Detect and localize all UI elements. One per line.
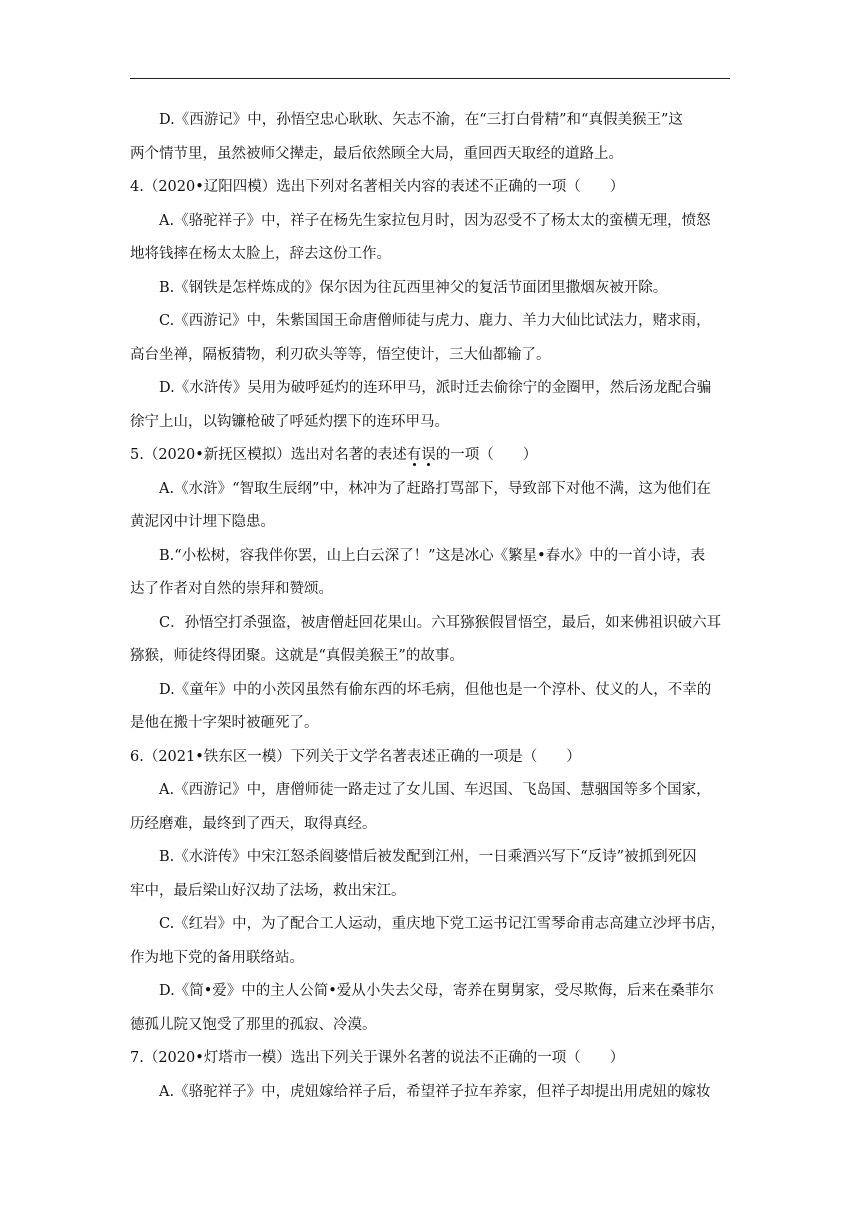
- option-continuation: 徐宁上山，以钩镰枪破了呼延灼摆下的连环甲马。: [130, 413, 449, 430]
- answer-option: A.《骆驼祥子》中，虎妞嫁给祥子后，希望祥子拉车养家，但祥子却提出用虎妞的嫁妆: [159, 1083, 711, 1100]
- answer-option: C．孙悟空打杀强盗，被唐僧赶回花果山。六耳猕猴假冒悟空，最后，如来佛祖识破六耳: [159, 614, 722, 631]
- option-continuation: 两个情节里，虽然被师父撵走，最后依然顾全大局，重回西天取经的道路上。: [130, 145, 623, 162]
- answer-option: A.《西游记》中，唐僧师徒一路走过了女儿国、车迟国、飞岛国、慧骃国等多个国家，: [159, 782, 711, 798]
- question-stem: 4.（2020•辽阳四模）选出下列对名著相关内容的表述不正确的一项（ ）: [130, 179, 625, 195]
- answer-option: C.《西游记》中，朱紫国国王命唐僧师徒与虎力、鹿力、羊力大仙比试法力，赌求雨，: [159, 313, 711, 329]
- option-continuation: 猕猴，师徒终得团聚。这就是“真假美猴王”的故事。: [130, 648, 464, 664]
- option-continuation: 达了作者对自然的崇拜和赞颂。: [130, 581, 333, 597]
- question-text: 5.（2020•新抚区模拟）选出对名著的表述: [130, 447, 407, 463]
- option-continuation: 地将钱摔在杨太太脸上，辞去这份工作。: [130, 246, 391, 262]
- option-continuation: 德孤儿院又饱受了那里的孤寂、冷漠。: [130, 1016, 377, 1033]
- question-text: 的一项（ ）: [435, 447, 538, 463]
- answer-option: A.《骆驼祥子》中，祥子在杨先生家拉包月时，因为忍受不了杨太太的蛮横无理，愤怒: [159, 212, 711, 229]
- answer-option: B.“小松树，容我伴你罢，山上白云深了！”这是冰心《繁星•春水》中的一首小诗，表: [159, 547, 706, 564]
- option-continuation: 是他在搬十字架时被砸死了。: [130, 715, 319, 731]
- question-stem: 7.（2020•灯塔市一模）选出下列关于课外名著的说法不正确的一项（ ）: [130, 1050, 625, 1066]
- header-rule: [130, 78, 730, 79]
- option-continuation: 历经磨难，最终到了西天，取得真经。: [130, 815, 377, 832]
- answer-option: A.《水浒》“智取生辰纲”中，林冲为了赶路打骂部下，导致部下对他不满，这为他们在: [159, 480, 711, 497]
- answer-option: D.《水浒传》吴用为破呼延灼的连环甲马，派时迁去偷徐宁的金圈甲，然后汤龙配合骗: [159, 380, 712, 396]
- question-stem: 6.（2021•铁东区一模）下列关于文学名著表述正确的一项是（ ）: [130, 748, 581, 765]
- emphasis-dotted-text: 有误: [406, 447, 436, 463]
- answer-option: D.《简•爱》中的主人公简•爱从小失去父母，寄养在舅舅家，受尽欺侮，后来在桑菲尔: [159, 983, 714, 999]
- option-continuation: 高台坐禅，隔板猜物，利刃砍头等等，悟空使计，三大仙都输了。: [130, 346, 551, 363]
- answer-option: B.《钢铁是怎样炼成的》保尔因为往瓦西里神父的复活节面团里撒烟灰被开除。: [159, 279, 668, 296]
- answer-option: C.《红岩》中，为了配合工人运动，重庆地下党工运书记江雪琴命甫志高建立沙坪书店，: [159, 916, 726, 932]
- document-body: [130, 104, 730, 1109]
- option-continuation: 牢中，最后梁山好汉劫了法场，救出宋江。: [130, 882, 406, 899]
- answer-option: B.《水浒传》中宋江怒杀阎婆惜后被发配到江州，一日乘酒兴写下“反诗”被抓到死囚: [159, 849, 697, 865]
- answer-option: D.《童年》中的小茨冈虽然有偷东西的坏毛病，但他也是一个淳朴、仗义的人，不幸的: [159, 681, 712, 698]
- answer-option: D.《西游记》中，孙悟空忠心耿耿、矢志不渝，在“三打白骨精”和“真假美猴王”这: [159, 112, 683, 128]
- option-continuation: 黄泥冈中计埋下隐患。: [130, 514, 275, 530]
- option-continuation: 作为地下党的备用联络站。: [130, 949, 304, 966]
- question-stem: [130, 439, 730, 473]
